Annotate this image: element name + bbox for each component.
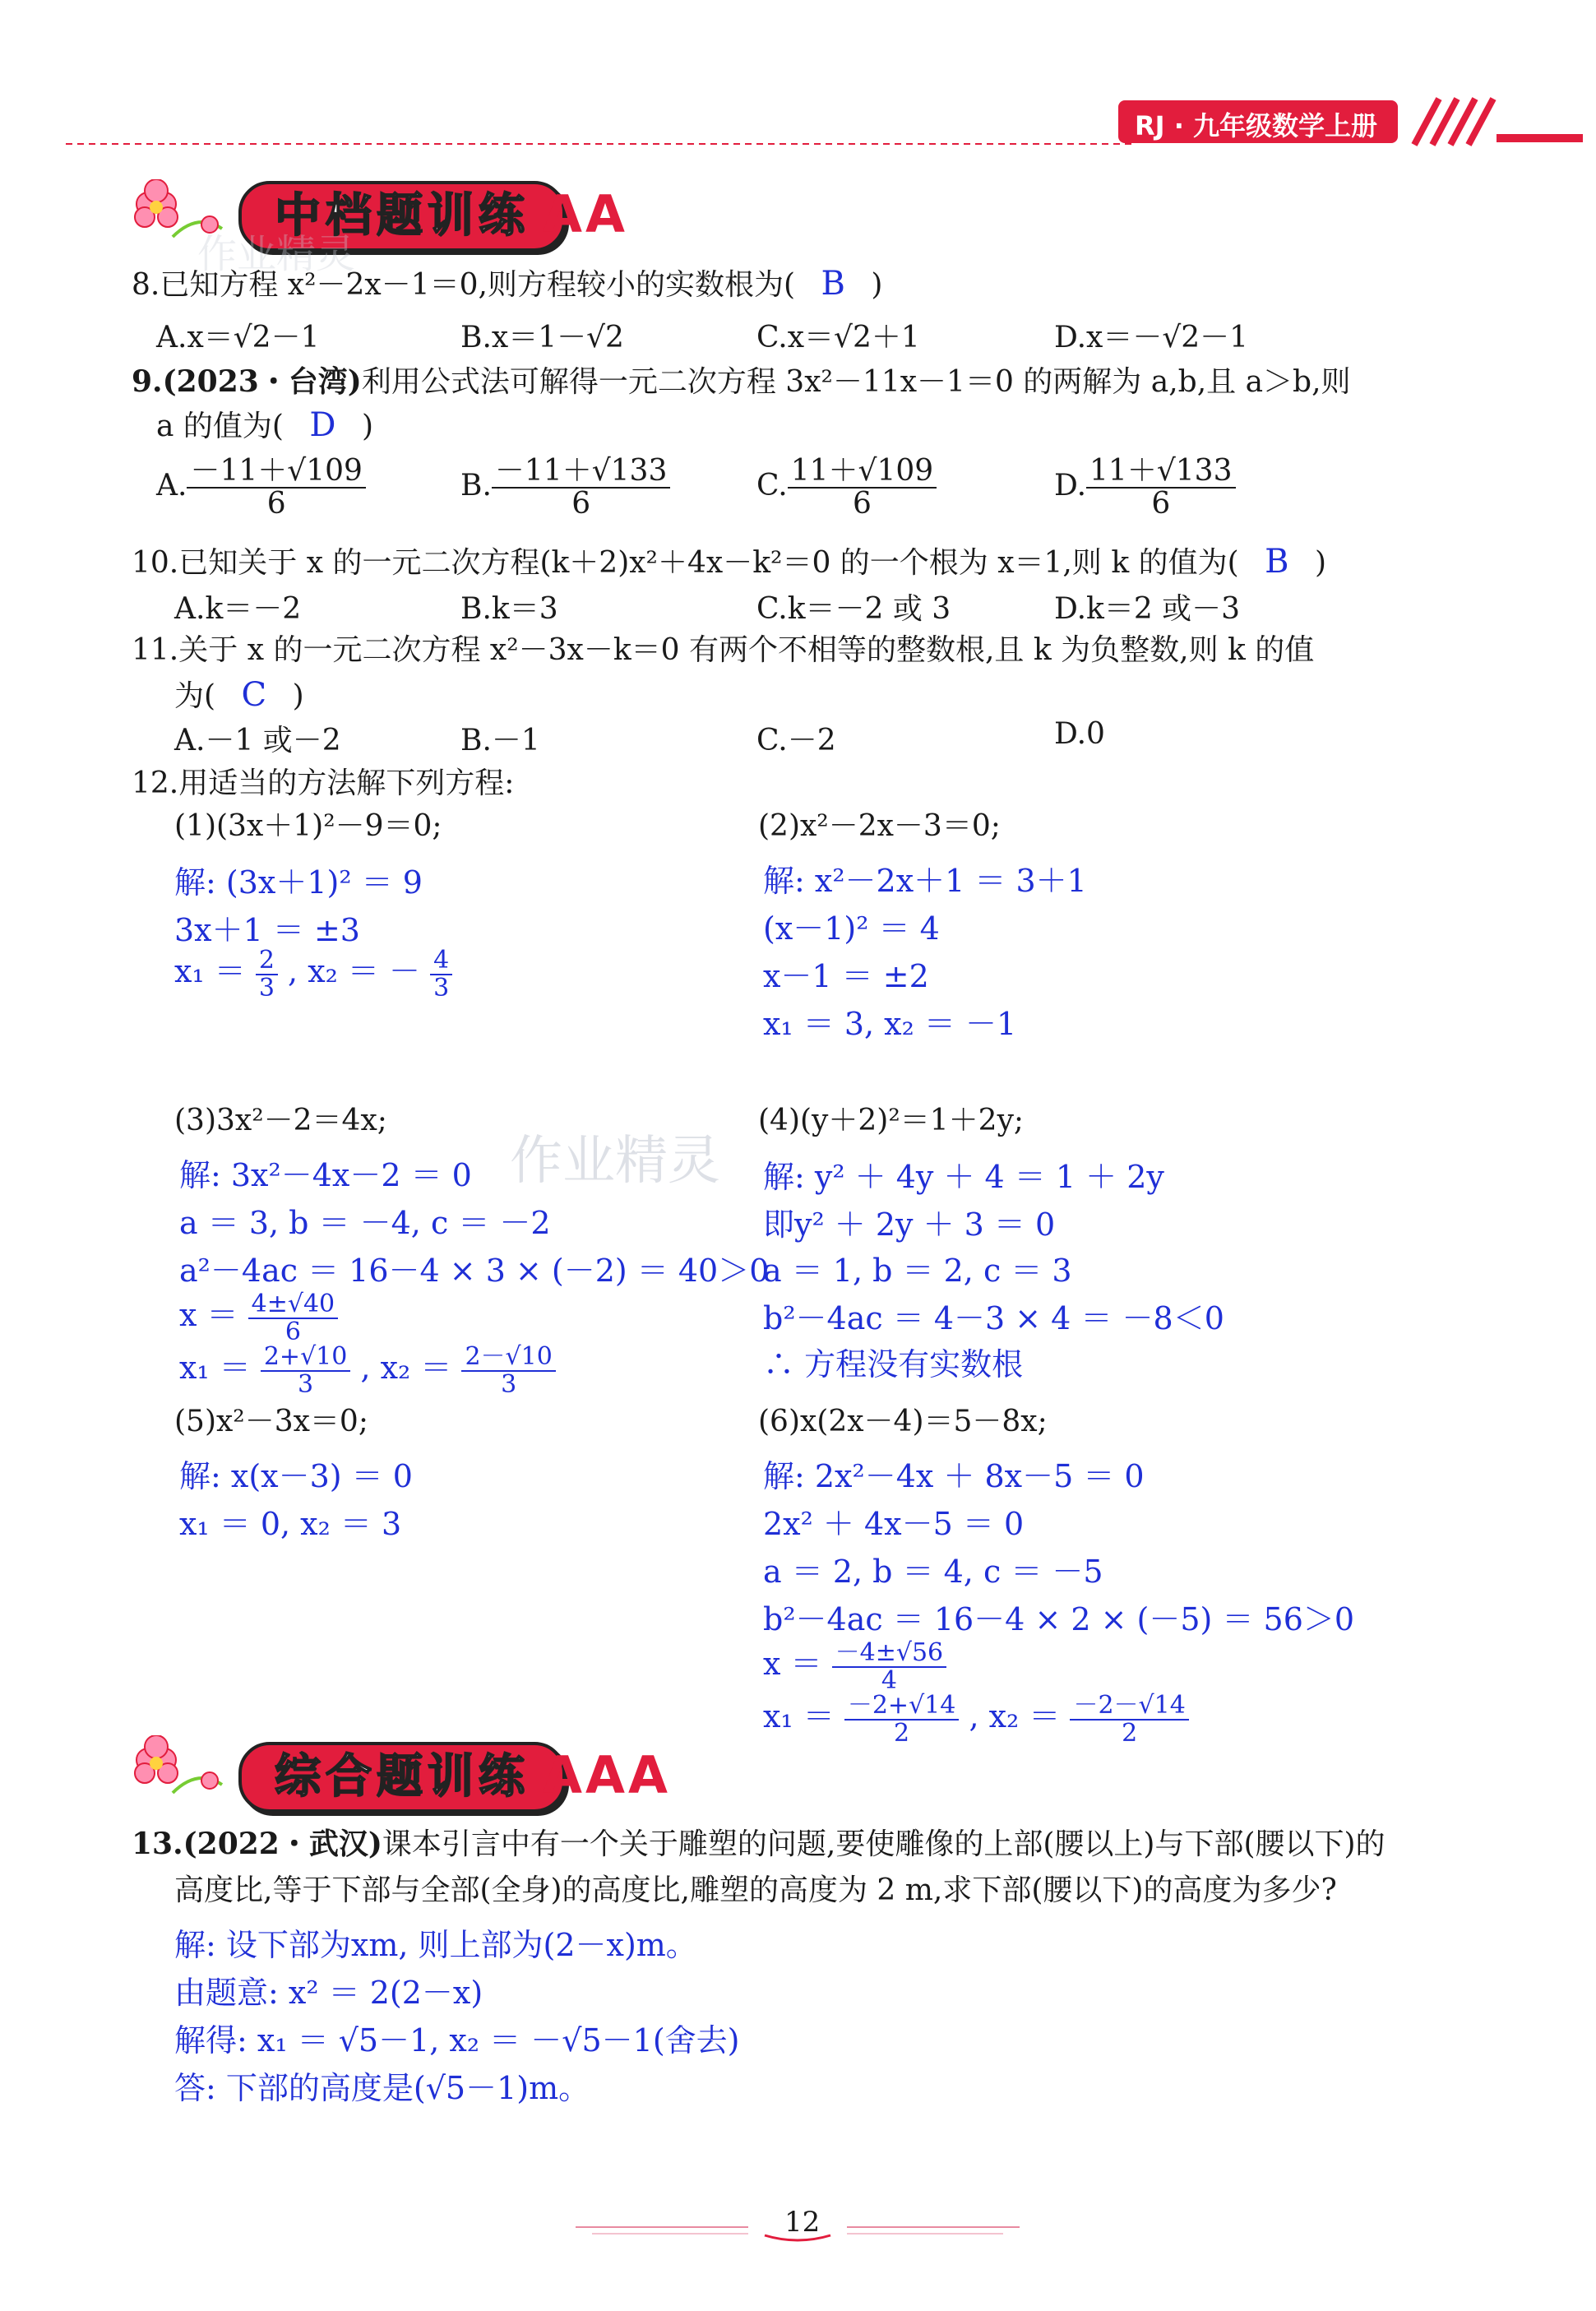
q10-option-a: A.k＝－2 [174, 592, 302, 626]
q12-part5-line1: 解: x(x－3) ＝ 0 [179, 1458, 413, 1494]
q12-part4-line3: a ＝ 1, b ＝ 2, c ＝ 3 [763, 1253, 1072, 1289]
q12-part4-label: (4)(y＋2)²＝1＋2y; [758, 1104, 1025, 1137]
q8-option-a: A.x＝√2－1 [156, 321, 320, 354]
q12-stem: 12.用适当的方法解下列方程: [132, 766, 515, 800]
q9-stem2: a 的值为( D ) [156, 406, 373, 444]
q12-part2-label: (2)x²－2x－3＝0; [758, 809, 1001, 843]
q12-part2-line4: x₁ ＝ 3, x₂ ＝ －1 [763, 1006, 1017, 1042]
q9-option-c: C. $\frac{11+√109}{6}$ [756, 456, 937, 520]
q9-option-b: B. $\frac{-11+√133}{6}$ [460, 456, 670, 520]
q12-part2-line3: x－1 ＝ ±2 [763, 958, 929, 994]
q13-stem: 13.(2022・武汉)课本引言中有一个关于雕塑的问题,要使雕像的上部(腰以上)与下部(腰以下)的 [132, 1827, 1386, 1861]
q12-part6-x: x ＝ $\frac{-4\pm√56}{4}$ [763, 1638, 946, 1693]
q12-part6-line4: b²－4ac ＝ 16－4 × 2 × (－5) ＝ 56＞0 [763, 1601, 1355, 1637]
q8-stem: 8.已知方程 x²－2x－1＝0,则方程较小的实数根为( B ) [132, 265, 883, 303]
q8-option-c: C.x＝√2＋1 [756, 321, 920, 354]
section-level-2: AAA [543, 1745, 671, 1805]
q8-option-b: B.x＝1－√2 [460, 321, 624, 354]
q12-part4-line1: 解: y² ＋ 4y ＋ 4 ＝ 1 ＋ 2y [763, 1159, 1164, 1195]
q11-option-b: B.－1 [460, 724, 540, 757]
page-number: 12 [784, 2206, 821, 2239]
q12-part6-line3: a ＝ 2, b ＝ 4, c ＝ －5 [763, 1554, 1103, 1590]
q13-source: 13.(2022・武汉) [132, 1827, 382, 1861]
section-level-1: AA [543, 184, 628, 244]
q11-option-a: A.－1 或－2 [174, 724, 341, 757]
section-title-1: 中档题训练 [238, 181, 566, 252]
q12-part2-line2: (x－1)² ＝ 4 [763, 910, 940, 947]
q9-stem: 9.(2023・台湾)利用公式法可解得一元二次方程 3x²－11x－1＝0 的两解为 a,b,且 a＞b,则 [132, 364, 1351, 399]
q12-part3-roots: x₁ ＝ $\frac{2+√10}{3}$ , x₂ ＝ $\frac{2-√10}{3}$ [179, 1342, 556, 1397]
q12-part4-line5: ∴ 方程没有实数根 [763, 1346, 1024, 1382]
q10-stem: 10.已知关于 x 的一元二次方程(k＋2)x²＋4x－k²＝0 的一个根为 x＝1,则 k 的值为( B ) [132, 543, 1326, 581]
q8-option-d: D.x＝－√2－1 [1054, 321, 1249, 354]
q12-part1-label: (1)(3x＋1)²－9＝0; [174, 809, 442, 843]
q8-answer: B [821, 265, 845, 303]
q12-part3-line1: 解: 3x²－4x－2 ＝ 0 [179, 1157, 472, 1193]
flower-icon [123, 1735, 238, 1809]
q10-answer: B [1265, 543, 1289, 581]
watermark-logo-small: 作业精灵 [197, 231, 356, 277]
q12-part6-line1: 解: 2x²－4x ＋ 8x－5 ＝ 0 [763, 1458, 1145, 1494]
q12-part3-line3: a²－4ac ＝ 16－4 × 3 × (－2) ＝ 40＞0 [179, 1253, 770, 1289]
q11-stem2: 为( C ) [174, 676, 304, 714]
q12-part6-roots: x₁ ＝ $\frac{-2+√14}{2}$ , x₂ ＝ $\frac{-2-√14}{2}$ [763, 1691, 1189, 1746]
q13-line4: 答: 下部的高度是(√5－1)m。 [174, 2070, 590, 2106]
q9-option-d: D. $\frac{11+√133}{6}$ [1054, 456, 1236, 520]
q10-option-b: B.k＝3 [460, 592, 558, 626]
header-stripes [1406, 97, 1587, 146]
q9-option-a: A. $\frac{-11+√109}{6}$ [156, 456, 366, 520]
q12-part1-line2: 3x＋1 ＝ ±3 [174, 912, 360, 948]
header-label: RJ · 九年级数学上册 [1135, 110, 1377, 141]
q10-option-d: D.k＝2 或－3 [1054, 592, 1241, 626]
q12-part3-x: x ＝ $\frac{4\pm√40}{6}$ [179, 1290, 338, 1345]
q13-line3: 解得: x₁ ＝ √5－1, x₂ ＝ －√5－1(舍去) [174, 2022, 740, 2059]
q11-option-c: C.－2 [756, 724, 836, 757]
q12-part4-line4: b²－4ac ＝ 4－3 × 4 ＝ －8＜0 [763, 1300, 1224, 1336]
q13-stem2: 高度比,等于下部与全部(全身)的高度比,雕塑的高度为 2 m,求下部(腰以下)的高度为多少? [174, 1873, 1337, 1907]
q11-stem: 11.关于 x 的一元二次方程 x²－3x－k＝0 有两个不相等的整数根,且 k 为负整数,则 k 的值 [132, 633, 1315, 667]
q12-part1-roots: x₁ ＝ $\frac{2}{3}$ , x₂ ＝ － $\frac{4}{3}$ [174, 946, 452, 1001]
q13-line2: 由题意: x² ＝ 2(2－x) [174, 1975, 483, 2011]
watermark-logo: 作业精灵 [510, 1131, 720, 1192]
q9-answer: D [309, 406, 336, 444]
q12-part5-line2: x₁ ＝ 0, x₂ ＝ 3 [179, 1506, 402, 1542]
section-title-2: 综合题训练 [238, 1742, 566, 1813]
q10-option-c: C.k＝－2 或 3 [756, 592, 951, 626]
q11-answer: C [241, 676, 267, 714]
q12-part4-line2: 即y² ＋ 2y ＋ 3 ＝ 0 [763, 1206, 1056, 1243]
q12-part6-line2: 2x² ＋ 4x－5 ＝ 0 [763, 1506, 1025, 1542]
q12-part3-label: (3)3x²－2＝4x; [174, 1104, 387, 1137]
q12-part1-line1: 解: (3x＋1)² ＝ 9 [174, 864, 423, 901]
q13-line1: 解: 设下部为xm, 则上部为(2－x)m。 [174, 1927, 697, 1963]
q12-part3-line2: a ＝ 3, b ＝ －4, c ＝ －2 [179, 1205, 551, 1241]
q12-part5-label: (5)x²－3x＝0; [174, 1405, 368, 1438]
q12-part2-line1: 解: x²－2x＋1 ＝ 3＋1 [763, 863, 1087, 899]
q12-part6-label: (6)x(2x－4)＝5－8x; [758, 1405, 1048, 1438]
q9-source: 9.(2023・台湾) [132, 364, 362, 399]
q11-option-d: D.0 [1054, 717, 1105, 751]
